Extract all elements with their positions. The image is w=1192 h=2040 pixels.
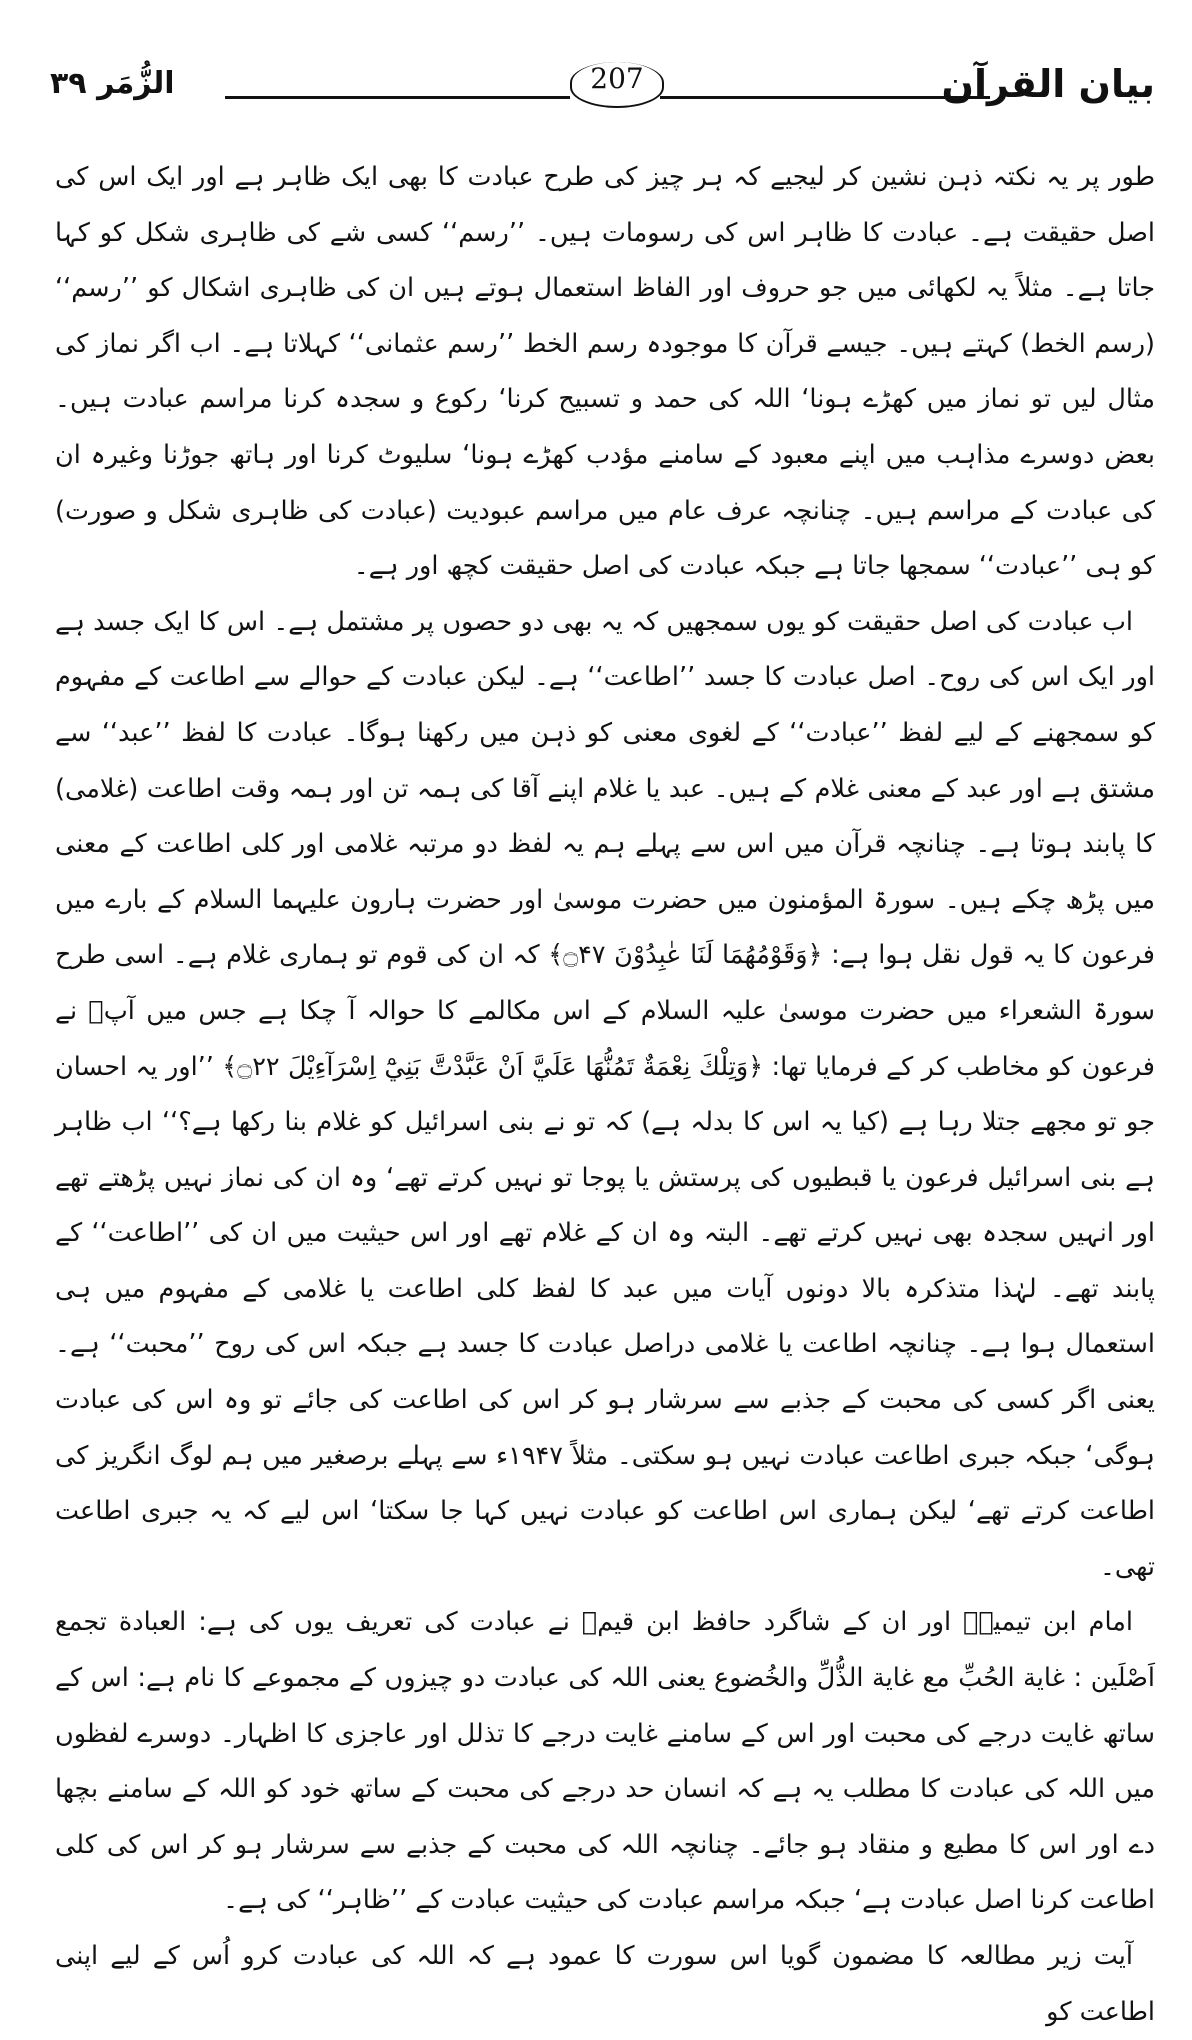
paragraph: اب عبادت کی اصل حقیقت کو یوں سمجھیں کہ یہ بھی دو حصوں پر مشتمل ہے۔ اس کا ایک جسد ہے اور ایک اس کی روح۔ اصل عبادت کا جسد ’’اطاعت‘‘ ہے۔ لیکن عبادت کے حوالے سے اطاعت کے مفہوم کو سمجھنے کے لیے لفظ ’’عبادت‘‘ کے لغوی معنی کو ذہن میں رکھنا ہوگا۔ عبادت کا لفظ ’’عبد‘‘ سے مشتق ہے اور عبد کے معنی غلام کے ہیں۔ عبد یا غلام اپنے آقا کی ہمہ تن اور ہمہ وقت اطاعت (غلامی) کا پابند ہوتا ہے۔ چنانچہ قرآن میں اس سے پہلے ہم یہ لفظ دو مرتبہ غلامی اور کلی اطاعت کے معنی میں پڑھ چکے ہیں۔ سورۃ المؤمنون میں حضرت موسیٰ اور حضرت ہارون علیہما السلام کے بارے میں فرعون کا یہ قول نقل ہوا ہے: ﴿وَقَوْمُهُمَا لَنَا عٰبِدُوْنَ ۝۴۷﴾ کہ ان کی قوم تو ہماری غلام ہے۔ اسی طرح سورۃ الشعراء میں حضرت موسیٰ علیہ السلام کے اس مکالمے کا حوالہ آ چکا ہے جس میں آپؑ نے فرعون کو مخاطب کر کے فرمایا تھا: ﴿وَتِلْكَ نِعْمَةٌ تَمُنُّهَا عَلَيَّ اَنْ عَبَّدْتَّ بَنِيْٓ اِسْرَآءِيْلَ ۝۲۲﴾ ’’اور یہ احسان جو تو مجھے جتلا رہا ہے (کیا یہ اس کا بدلہ ہے) کہ تو نے بنی اسرائیل کو غلام بنا رکھا ہے؟‘‘ اب ظاہر ہے بنی اسرائیل فرعون یا قبطیوں کی پرستش یا پوجا تو نہیں کرتے تھے‘ وہ ان کی نماز نہیں پڑھتے تھے اور انہیں سجدہ بھی نہیں کرتے تھے۔ البتہ وہ ان کے غلام تھے اور اس حیثیت میں ان کی ’’اطاعت‘‘ کے پابند تھے۔ لہٰذا متذکرہ بالا دونوں آیات میں عبد کا لفظ کلی اطاعت یا غلامی کے مفہوم میں ہی استعمال ہوا ہے۔ چنانچہ اطاعت یا غلامی دراصل عبادت کا جسد ہے جبکہ اس کی روح ’’محبت‘‘ ہے۔ یعنی اگر کسی کی محبت کے جذبے سے سرشار ہو کر اس کی اطاعت کی جائے تو وہ اس کی عبادت ہوگی‘ جبکہ جبری اطاعت عبادت نہیں ہو سکتی۔ مثلاً ۱۹۴۷ء سے پہلے برصغیر میں ہم لوگ انگریز کی اطاعت کرتے تھے‘ لیکن ہماری اس اطاعت کو عبادت نہیں کہا جا سکتا‘ اس لیے کہ یہ جبری اطاعت تھی۔ [55,606,1155,1582]
header-rule-right [660,96,990,99]
page-body-text [55,150,1155,2040]
paragraph: طور پر یہ نکتہ ذہن نشین کر لیجیے کہ ہر چیز کی طرح عبادت کا بھی ایک ظاہر ہے اور ایک اس کی اصل حقیقت ہے۔ عبادت کا ظاہر اس کی رسومات ہیں۔ ’’رسم‘‘ کسی شے کی ظاہری شکل کو کہا جاتا ہے۔ مثلاً یہ لکھائی میں جو حروف اور الفاظ استعمال ہوتے ہیں ان کی ظاہری اشکال کو ’’رسم‘‘ (رسم الخط) کہتے ہیں۔ جیسے قرآن کا موجودہ رسم الخط ’’رسم عثمانی‘‘ کہلاتا ہے۔ اب اگر نماز کی مثال لیں تو نماز میں کھڑے ہونا‘ اللہ کی حمد و تسبیح کرنا‘ رکوع و سجدہ کرنا مراسم عبادت ہیں۔ بعض دوسرے مذاہب میں اپنے معبود کے سامنے مؤدب کھڑے ہونا‘ سلیوٹ کرنا اور ہاتھ جوڑنا وغیرہ ان کی عبادت کے مراسم ہیں۔ چنانچہ عرف عام میں مراسم عبودیت (عبادت کی ظاہری شکل و صورت) کو ہی ’’عبادت‘‘ سمجھا جاتا ہے جبکہ عبادت کی اصل حقیقت کچھ اور ہے۔ [55,162,1155,582]
paragraph: امام ابن تیمیہؒ اور ان کے شاگرد حافظ ابن قیمؒ نے عبادت کی تعریف یوں کی ہے: العبادة تجمع اَصْلَین : غایة الحُبِّ مع غایة الذُّلِّ والخُضوع یعنی اللہ کی عبادت دو چیزوں کے مجموعے کا نام ہے: اس کے ساتھ غایت درجے کی محبت اور اس کے سامنے غایت درجے کا تذلل اور عاجزی کا اظہار۔ دوسرے لفظوں میں اللہ کی عبادت کا مطلب یہ ہے کہ انسان حد درجے کی محبت کے ساتھ خود کو اللہ کے سامنے بچھا دے اور اس کا مطیع و منقاد ہو جائے۔ چنانچہ اللہ کی محبت کے جذبے سے سرشار ہو کر اس کی کلی اطاعت کرنا اصل عبادت ہے‘ جبکہ مراسم عبادت کی حیثیت عبادت کے ’’ظاہر‘‘ کی ہے۔ [55,1607,1155,1916]
page-number: 207 [570,62,664,108]
header-rule-left [225,96,570,99]
paragraph: آیت زیر مطالعہ کا مضمون گویا اس سورت کا عمود ہے کہ اللہ کی عبادت کرو اُس کے لیے اپنی اطاعت کو [55,1941,1155,2027]
book-title: بیان القرآن [941,62,1155,106]
page-header [50,62,1155,114]
surah-title: الزُّمَر ۳۹ [50,66,175,101]
